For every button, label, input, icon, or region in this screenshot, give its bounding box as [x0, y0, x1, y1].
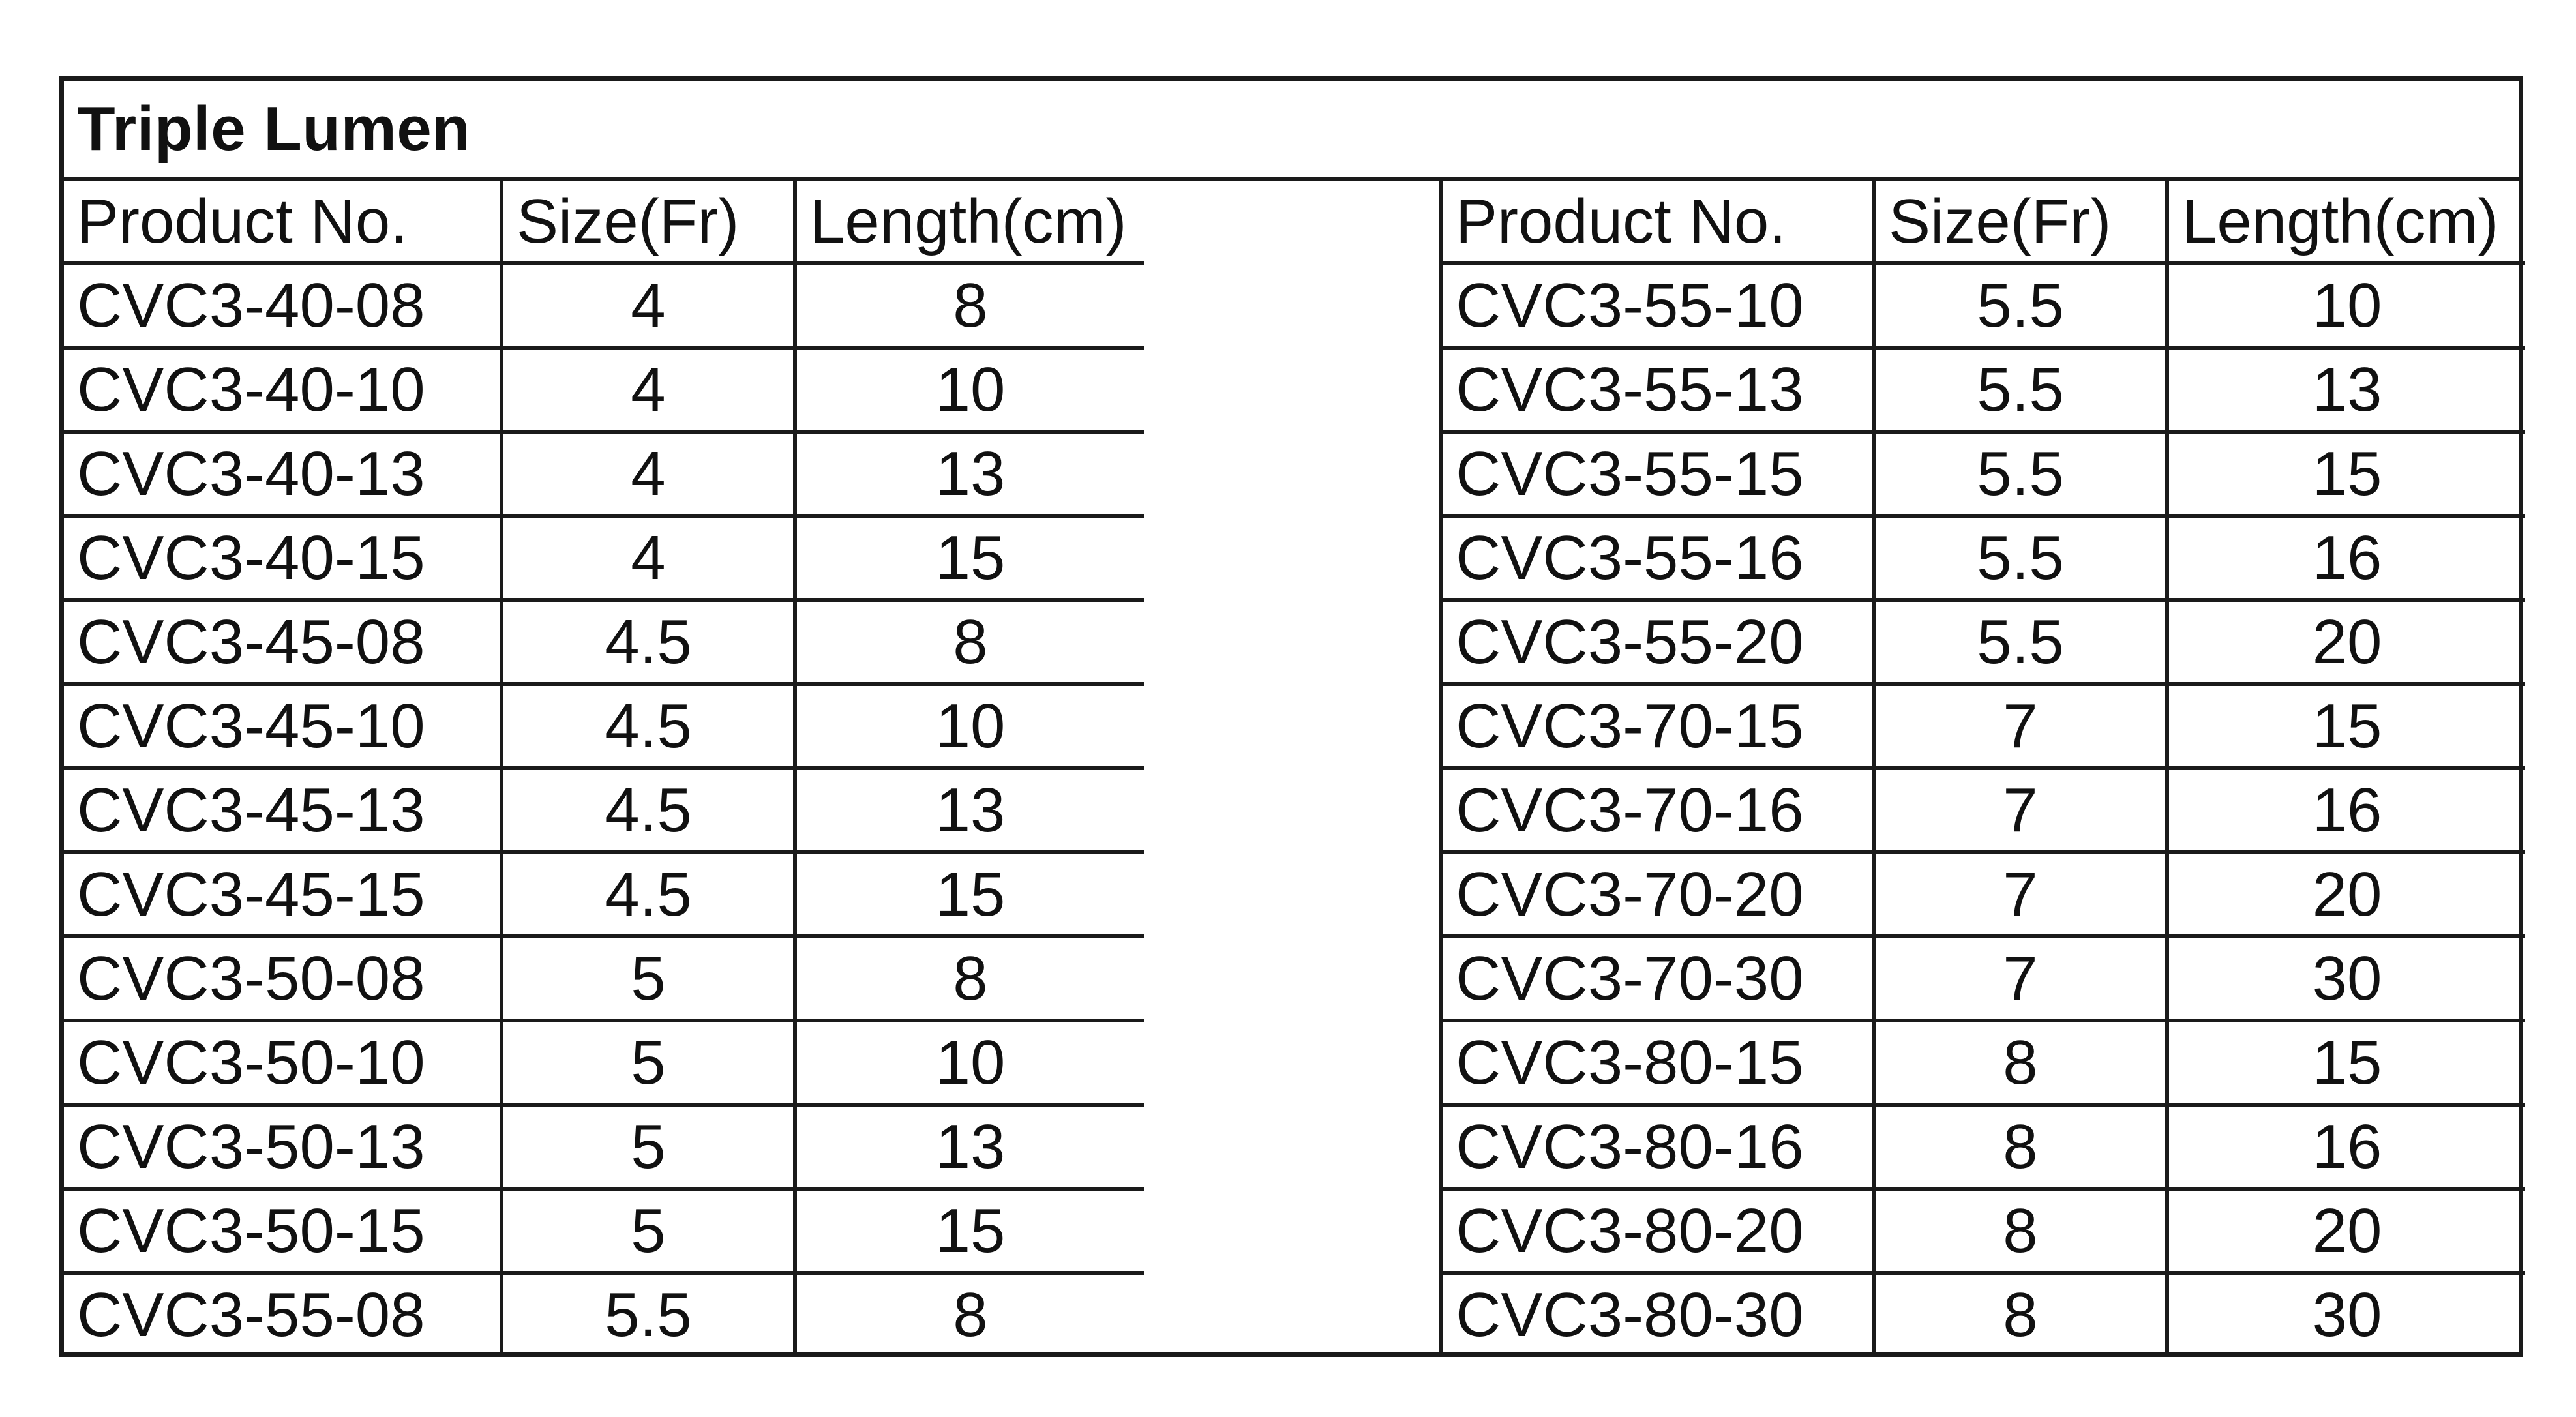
- header-size: Size(Fr): [1874, 181, 2167, 263]
- size-cell: 5: [502, 1021, 795, 1105]
- size-cell: 4.5: [502, 684, 795, 768]
- header-size: Size(Fr): [502, 181, 795, 263]
- product-no-cell: CVC3-45-10: [64, 684, 502, 768]
- product-no-cell: CVC3-55-08: [64, 1273, 502, 1355]
- product-table: [59, 76, 2523, 1357]
- size-cell: 5.5: [1874, 600, 2167, 684]
- length-cell: 20: [2167, 1189, 2525, 1273]
- table-row: [1441, 1273, 2525, 1355]
- length-cell: 15: [795, 1189, 1144, 1273]
- length-cell: 8: [953, 1279, 988, 1350]
- length-cell: 13: [795, 768, 1144, 852]
- table-row: [64, 852, 1144, 936]
- product-no-cell: CVC3-70-15: [1441, 684, 1874, 768]
- size-cell: 5.5: [1874, 263, 2167, 348]
- table-row: [64, 516, 1144, 600]
- product-no-cell: CVC3-55-10: [1441, 263, 1874, 348]
- length-cell: 30: [2312, 1279, 2382, 1350]
- product-no-cell: CVC3-70-30: [1441, 936, 1874, 1021]
- table-row: [64, 1105, 1144, 1189]
- size-cell: 7: [1874, 684, 2167, 768]
- product-no-cell: CVC3-55-16: [1441, 516, 1874, 600]
- product-no-cell: CVC3-45-13: [64, 768, 502, 852]
- table-row: [1441, 432, 2525, 516]
- size-cell: 7: [1874, 852, 2167, 936]
- size-cell: 8: [1874, 1021, 2167, 1105]
- size-cell: 5: [502, 936, 795, 1021]
- length-cell: 13: [795, 1105, 1144, 1189]
- size-cell: 4.5: [502, 768, 795, 852]
- header-length: Length(cm): [795, 181, 1144, 263]
- product-no-cell: CVC3-70-16: [1441, 768, 1874, 852]
- product-no-cell: CVC3-80-20: [1441, 1189, 1874, 1273]
- product-no-cell: CVC3-55-15: [1441, 432, 1874, 516]
- table-row: [1441, 1189, 2525, 1273]
- size-cell: 4: [502, 516, 795, 600]
- length-cell: 16: [2167, 1105, 2525, 1189]
- header-product-no: Product No.: [1441, 181, 1874, 263]
- size-cell: 5.5: [1874, 432, 2167, 516]
- length-cell: 13: [2167, 348, 2525, 432]
- length-cell: 20: [2167, 852, 2525, 936]
- table-row: [1441, 768, 2525, 852]
- length-cell: 16: [2167, 516, 2525, 600]
- length-cell: 8: [795, 263, 1144, 348]
- length-cell: 15: [2167, 432, 2525, 516]
- table-row: [1441, 684, 2525, 768]
- length-cell: 30: [2167, 936, 2525, 1021]
- table-row: [1441, 936, 2525, 1021]
- product-no-cell: CVC3-80-16: [1441, 1105, 1874, 1189]
- product-no-cell: CVC3-50-15: [64, 1189, 502, 1273]
- right-product-table: [1439, 181, 2525, 1355]
- size-cell: 8: [1874, 1105, 2167, 1189]
- size-cell: 5: [502, 1105, 795, 1189]
- size-cell: 5.5: [1874, 348, 2167, 432]
- product-no-cell: CVC3-55-20: [1441, 600, 1874, 684]
- size-cell: 4: [502, 263, 795, 348]
- length-cell: 8: [795, 936, 1144, 1021]
- product-no-cell: CVC3-50-08: [64, 936, 502, 1021]
- table-row: [64, 348, 1144, 432]
- size-cell: 4: [502, 432, 795, 516]
- product-no-cell: CVC3-70-20: [1441, 852, 1874, 936]
- length-cell: 15: [2167, 684, 2525, 768]
- product-no-cell: CVC3-45-08: [64, 600, 502, 684]
- product-no-cell: CVC3-40-08: [64, 263, 502, 348]
- table-row: [1441, 348, 2525, 432]
- table-row: [64, 768, 1144, 852]
- table-row: [1441, 852, 2525, 936]
- size-cell: 7: [1874, 768, 2167, 852]
- product-no-cell: CVC3-40-10: [64, 348, 502, 432]
- length-cell: 15: [2167, 1021, 2525, 1105]
- table-row: [1441, 600, 2525, 684]
- product-no-cell: CVC3-40-15: [64, 516, 502, 600]
- table-row: [1441, 1105, 2525, 1189]
- length-cell: 10: [2167, 263, 2525, 348]
- table-title: Triple Lumen: [64, 81, 2519, 181]
- size-cell: 4.5: [502, 852, 795, 936]
- size-cell: 4.5: [502, 600, 795, 684]
- table-row: [64, 936, 1144, 1021]
- table-row: [64, 1189, 1144, 1273]
- right-header-row: [1441, 181, 2525, 263]
- size-cell: 8: [1874, 1189, 2167, 1273]
- table-row: [64, 263, 1144, 348]
- product-no-cell: CVC3-80-15: [1441, 1021, 1874, 1105]
- product-no-cell: CVC3-50-10: [64, 1021, 502, 1105]
- size-cell: 7: [1874, 936, 2167, 1021]
- length-cell: 10: [795, 348, 1144, 432]
- size-cell: 8: [1874, 1273, 2167, 1355]
- length-cell: 8: [795, 600, 1144, 684]
- size-cell: 5.5: [1874, 516, 2167, 600]
- length-cell: 10: [795, 684, 1144, 768]
- length-cell: 15: [795, 852, 1144, 936]
- table-row: [1441, 1021, 2525, 1105]
- product-no-cell: CVC3-45-15: [64, 852, 502, 936]
- length-cell: 13: [795, 432, 1144, 516]
- table-row: [1441, 516, 2525, 600]
- table-row: [64, 432, 1144, 516]
- length-cell: 20: [2167, 600, 2525, 684]
- product-no-cell: CVC3-80-30: [1441, 1273, 1874, 1355]
- size-cell: 5.5: [502, 1273, 795, 1355]
- table-row: [64, 1273, 1144, 1355]
- left-header-row: [64, 181, 1144, 263]
- table-row: [64, 684, 1144, 768]
- table-row: [64, 1021, 1144, 1105]
- header-length: Length(cm): [2167, 181, 2525, 263]
- product-no-cell: CVC3-55-13: [1441, 348, 1874, 432]
- size-cell: 4: [502, 348, 795, 432]
- table-row: [64, 600, 1144, 684]
- table-row: [1441, 263, 2525, 348]
- product-no-cell: CVC3-50-13: [64, 1105, 502, 1189]
- length-cell: 10: [795, 1021, 1144, 1105]
- length-cell: 16: [2167, 768, 2525, 852]
- left-product-table: [64, 181, 1144, 1355]
- header-product-no: Product No.: [64, 181, 502, 263]
- length-cell: 15: [795, 516, 1144, 600]
- product-no-cell: CVC3-40-13: [64, 432, 502, 516]
- size-cell: 5: [502, 1189, 795, 1273]
